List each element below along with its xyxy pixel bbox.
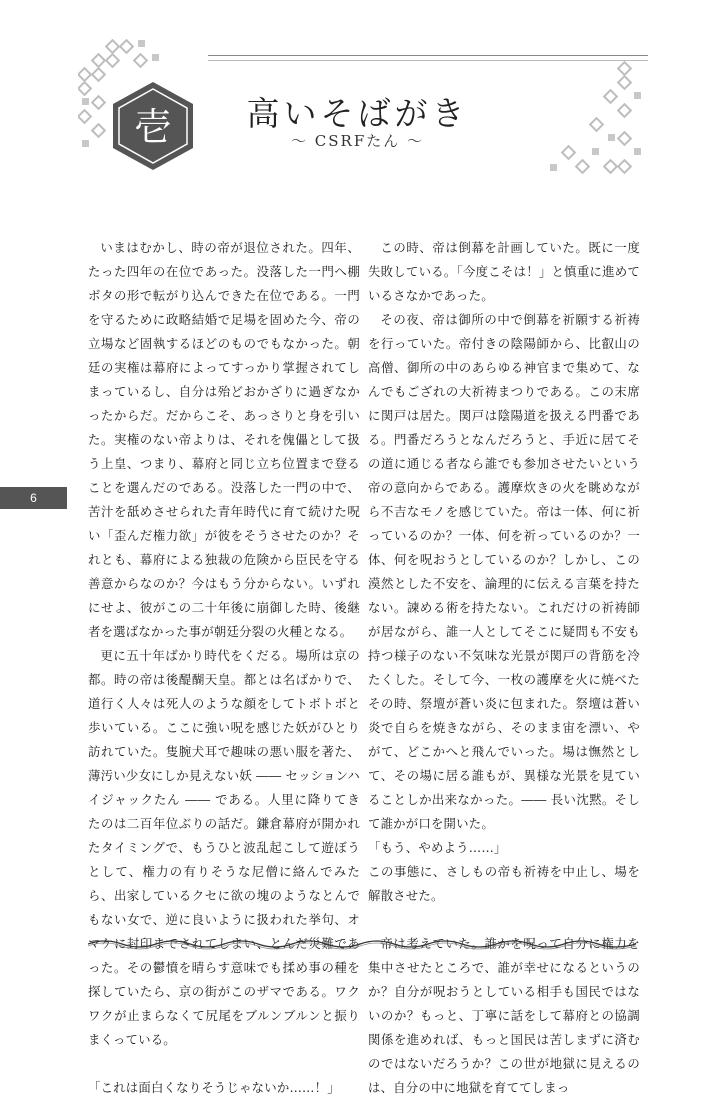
paragraph: いまはむかし、時の帝が退位された。四年、たった四年の在位であった。没落した一門へ棚ボタの形で転がり込んできた在位である。一門を守るために政略結婚で足場を固めた今、帝の立場など固執するほどのものでもなかった。朝廷の実権は幕府によってすっかり掌握されてしまっているし、自分は殆どおかざりに過ぎなかったからだ。だからこそ、あっさりと身を引いた。実権のない帝よりは、それを傀儡として扱う上皇、つまり、幕府と同じ立ち位置まで登ることを選んだのである。没落した一門の中で、苦汁を舐めさせられた青年時代に育て続けた呪い「歪んだ権力欲」が彼をそうさせたのか？それとも、幕府による独裁の危険から臣民を守る善意からなのか？今はもう分からない。いずれにせよ、彼がこの二十年後に崩御した時、後継者を選ばなかった事が朝廷分裂の火種となる。 bbox=[88, 240, 360, 639]
chapter-emblem bbox=[107, 80, 199, 172]
ornament-dots-right bbox=[520, 60, 645, 185]
paragraph: 「もう、やめよう……」 bbox=[368, 840, 507, 855]
paragraph-gap bbox=[368, 908, 640, 932]
paragraph: この事態に、さしもの帝も祈祷を中止し、場を解散させた。 bbox=[368, 864, 640, 903]
paragraph-gap bbox=[88, 1052, 360, 1076]
page-title: 高いそばがき bbox=[246, 94, 469, 133]
footer-wave-divider bbox=[88, 936, 636, 950]
body-column-left bbox=[88, 236, 360, 1100]
paragraph: 更に五十年ばかり時代をくだる。場所は京の都。時の帝は後醍醐天皇。都とは名ばかりで、道行く人々は死人のような顔をしてトボトボと歩いている。ここに強い呪を感じた妖がひとり訪れていた。隻腕犬耳で趣味の悪い服を著た、薄汚い少女にしか見えない妖 ―― セッションハイジャックたん ―― である。人里に降りてきたのは二百年位ぶりの話だ。鎌倉幕府が開かれたタイミングで、もうひと波乱起こして遊ぼうとして、権力の有りそうな尼僧に絡んでみたら、出家しているクセに欲の塊のようなとんでもない女で、逆に良いように扱われた挙句、オマケに封印までされてしまい、とんだ災難であった。その鬱憤を晴らす意味でも揉め事の種を探していたら、京の街がこのザマである。ワクワクが止まらなくて尻尾をブルンブルンと振りまくっている。 bbox=[88, 648, 360, 1047]
page-subtitle: ～ CSRFたん ～ bbox=[291, 132, 424, 150]
paragraph: 帝は考えていた。誰かを呪って自分に権力を集中させたところで、誰が幸せになるというのか？自分が呪おうとしている相手も国民ではないのか？もっと、丁寧に話をして幕府との協調関係を進めれば、もっと国民は苦しまずに済むのではないだろうか？この世が地獄に見えるのは、自分の中に地獄を育ててしまっ bbox=[368, 936, 640, 1095]
page-number-tab: 6 bbox=[0, 487, 67, 509]
body-column-right bbox=[368, 236, 640, 1100]
paragraph: 「これは面白くなりそうじゃないか……！」 bbox=[88, 1080, 340, 1095]
paragraph: この時、帝は倒幕を計画していた。既に一度失敗している。「今度こそは！」と慎重に進めているさなかであった。 bbox=[368, 240, 640, 303]
emblem-glyph: 壱 bbox=[133, 105, 173, 149]
header-rule bbox=[208, 55, 648, 61]
paragraph: その夜、帝は御所の中で倒幕を祈願する祈祷を行っていた。帝付きの陰陽師から、比叡山の高僧、御所の中のあらゆる神官まで集めて、なんでもござれの大祈祷まつりである。この末席に関戸は居た。関戸は陰陽道を扱える門番である。門番だろうとなんだろうと、手近に居てその道に通じる者なら誰でも参加させたいという帝の意向からである。護摩炊きの火を眺めながら不吉なモノを感じていた。帝は一体、何に祈っているのか？一体、何を祈っているのか？一体、何を呪おうとしているのか？しかし、この漠然とした不安を、論理的に伝える言葉を持たない。諫める術を持たない。これだけの祈祷師が居ながら、誰一人としてそこに疑問も不安も持つ様子のない不気味な光景が関戸の背筋を冷たくした。そして今、一枚の護摩を火に焼べたその時、祭壇が蒼い炎に包まれた。祭壇は蒼い炎で自らを焼きながら、そのまま宙を漂い、やがて、どこかへと飛んでいった。場は憮然として、その場に居る誰もが、異様な光景を見ていることしか出来なかった。―― 長い沈黙。そして誰かが口を開いた。 bbox=[368, 312, 640, 831]
